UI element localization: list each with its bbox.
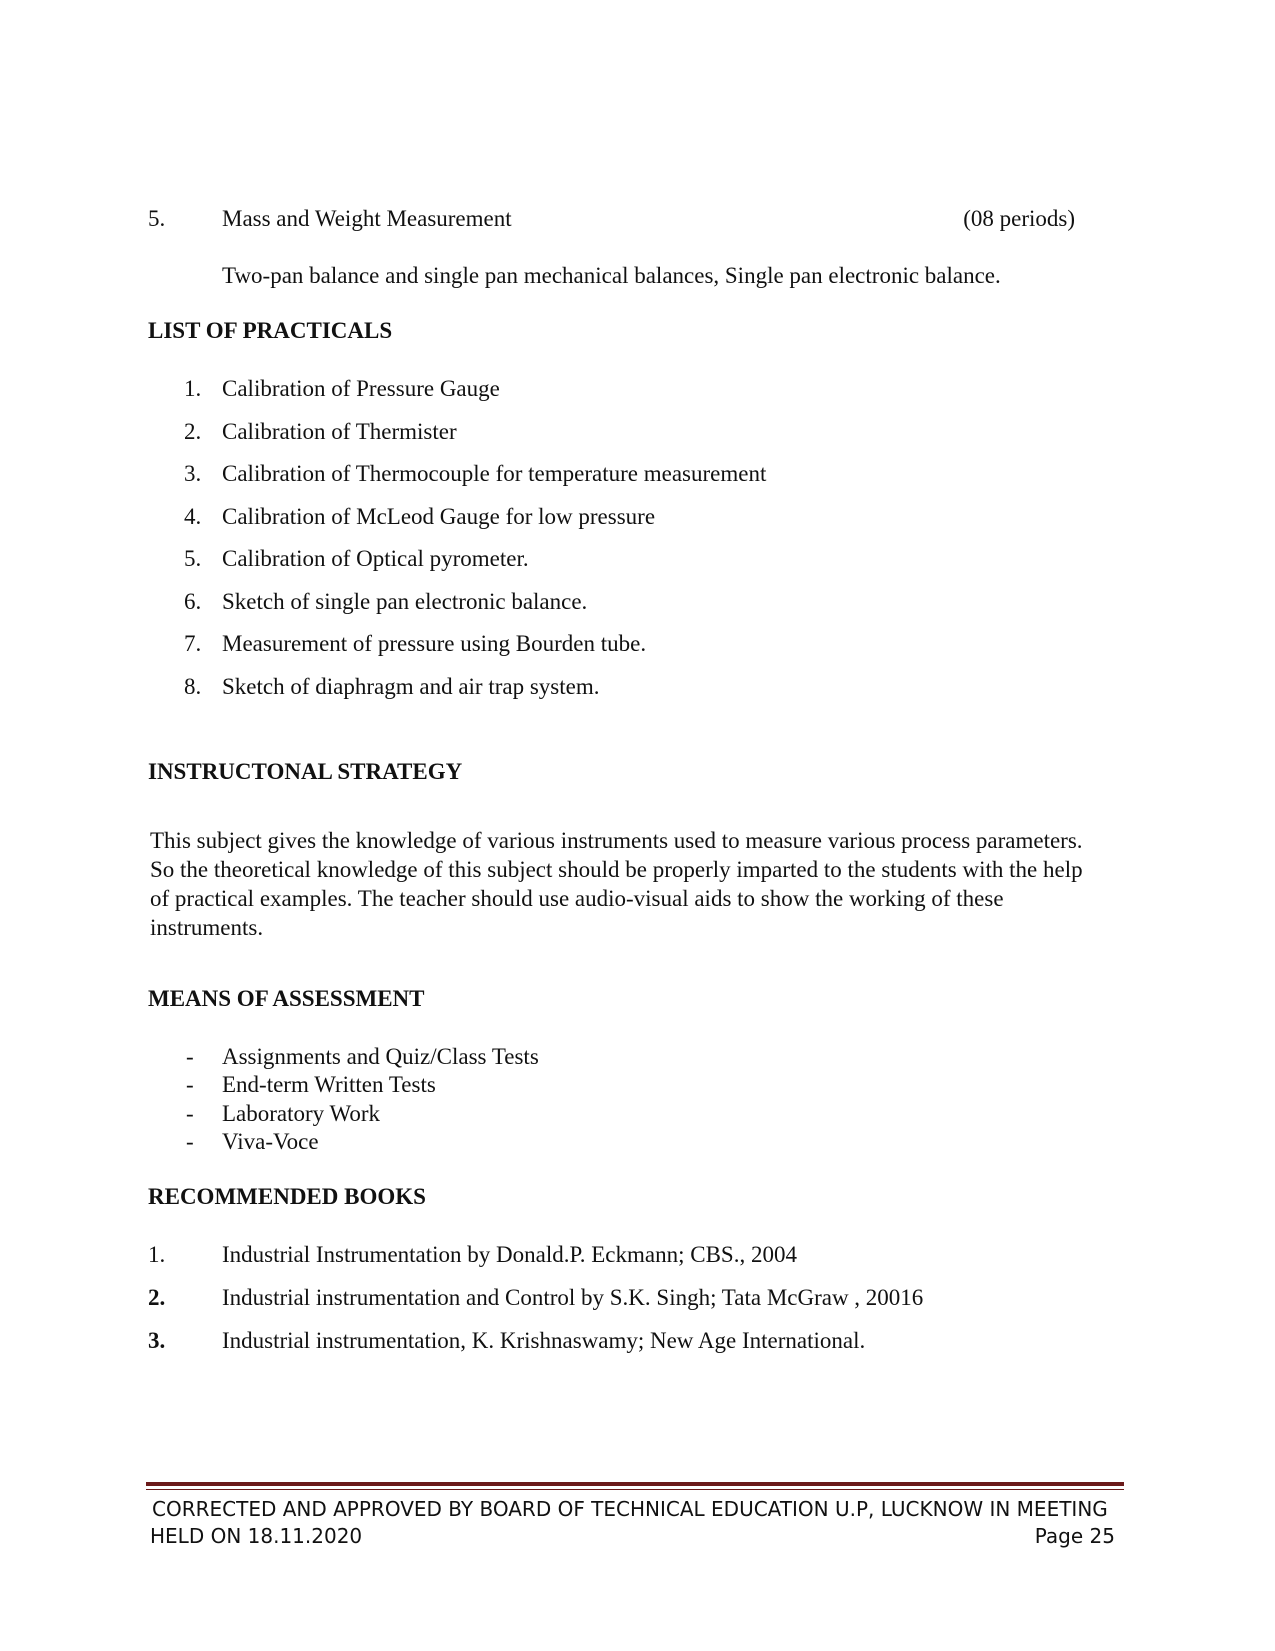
footer-rule [146, 1482, 1124, 1486]
list-item-text: Calibration of Thermister [222, 419, 457, 444]
list-item-number: 7. [184, 631, 202, 656]
bullet-dash: - [186, 1044, 194, 1069]
footer-approval-line1: CORRECTED AND APPROVED BY BOARD OF TECHNICAL EDUCATION U.P, LUCKNOW IN MEETING [152, 1497, 1108, 1521]
list-item-number: 3. [148, 1328, 166, 1353]
list-item-number: 3. [184, 461, 202, 486]
page-number: Page 25 [1034, 1524, 1115, 1548]
list-item-number: 1. [148, 1242, 166, 1267]
list-item-text: Viva-Voce [222, 1129, 319, 1154]
list-item-text: Sketch of single pan electronic balance. [222, 589, 588, 614]
list-item-text: Industrial instrumentation, K. Krishnaswamy; New Age International. [222, 1328, 866, 1353]
list-item-number: 2. [184, 419, 202, 444]
list-item-text: Sketch of diaphragm and air trap system. [222, 674, 600, 699]
practicals-heading: LIST OF PRACTICALS [148, 318, 393, 343]
section-description: Two-pan balance and single pan mechanical balances, Single pan electronic balance. [222, 263, 1001, 288]
list-item-text: End-term Written Tests [222, 1072, 436, 1097]
books-heading: RECOMMENDED BOOKS [148, 1184, 426, 1209]
list-item-number: 8. [184, 674, 202, 699]
list-item-number: 5. [184, 546, 202, 571]
list-item-text: Calibration of Thermocouple for temperature measurement [222, 461, 767, 486]
list-item-text: Calibration of Pressure Gauge [222, 376, 500, 401]
list-item-text: Industrial Instrumentation by Donald.P. Eckmann; CBS., 2004 [222, 1242, 797, 1267]
list-item-text: Laboratory Work [222, 1101, 381, 1126]
list-item-text: Calibration of Optical pyrometer. [222, 546, 529, 571]
bullet-dash: - [186, 1101, 194, 1126]
list-item-number: 6. [184, 589, 202, 614]
strategy-paragraph: This subject gives the knowledge of various instruments used to measure various process parameters. So the theoretical knowledge of this subject should be properly imparted to the students with the help of practical examples. The teacher should use audio-visual aids to show the working of these instruments. [150, 828, 1083, 940]
section-title: Mass and Weight Measurement [222, 206, 512, 231]
list-item-text: Assignments and Quiz/Class Tests [222, 1044, 539, 1069]
section-number: 5. [148, 206, 166, 231]
assessment-heading: MEANS OF ASSESSMENT [148, 986, 425, 1011]
list-item-text: Calibration of McLeod Gauge for low pressure [222, 504, 656, 529]
footer-rule-thin [146, 1489, 1124, 1490]
strategy-heading: INSTRUCTONAL STRATEGY [148, 759, 463, 784]
list-item-text: Industrial instrumentation and Control by S.K. Singh; Tata McGraw , 20016 [222, 1285, 924, 1310]
bullet-dash: - [186, 1072, 194, 1097]
section-periods: (08 periods) [963, 206, 1075, 231]
list-item-number: 1. [184, 376, 202, 401]
list-item-number: 2. [148, 1285, 166, 1310]
footer-approval-line2: HELD ON 18.11.2020 [150, 1524, 363, 1548]
list-item-text: Measurement of pressure using Bourden tube. [222, 631, 647, 656]
bullet-dash: - [186, 1129, 194, 1154]
list-item-number: 4. [184, 504, 202, 529]
